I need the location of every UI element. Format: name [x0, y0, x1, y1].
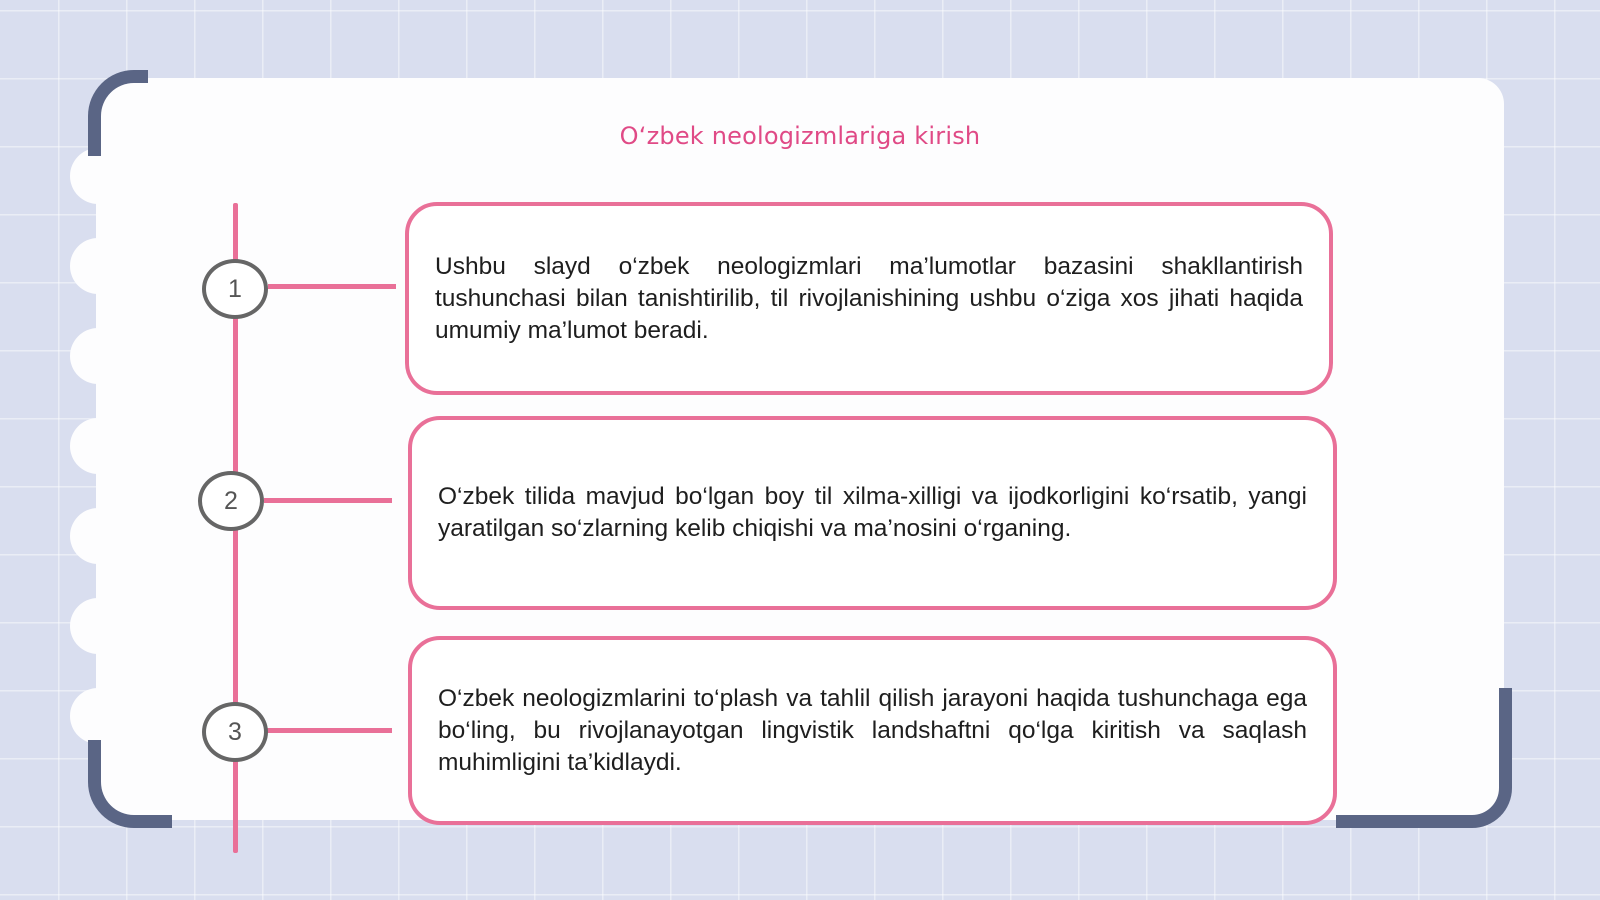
step-text: O‘zbek neologizmlarini to‘plash va tahlil qilish jarayoni haqida tushunchaga ega bo‘ling, bu rivojlanayotgan lingvistik landshaftni qo‘lga kiritish va saqlash muhimligini ta’kidlaydi. [438, 684, 1307, 776]
timeline-connector [268, 284, 396, 289]
scallop-decoration [70, 598, 126, 654]
step-box [408, 416, 1337, 610]
slide-title: O‘zbek neologizmlariga kirish [619, 122, 981, 150]
step-number-circle: 3 [202, 702, 268, 762]
step-box [408, 636, 1337, 825]
scallop-decoration [70, 328, 126, 384]
scallop-decoration [70, 418, 126, 474]
step-box [405, 202, 1333, 395]
timeline-connector [264, 498, 392, 503]
corner-bracket-bottom-left [88, 740, 172, 828]
step-text: Ushbu slayd o‘zbek neologizmlari ma’lumotlar bazasini shakllantirish tushunchasi bilan tanishtirilib, til rivojlanishining ushbu o‘ziga xos jihati haqida umumiy ma’lumot beradi. [435, 252, 1303, 344]
scallop-decoration [70, 508, 126, 564]
step-number-circle: 1 [202, 259, 268, 319]
scallop-decoration [70, 688, 126, 744]
corner-bracket-bottom-right [1336, 688, 1512, 828]
timeline-connector [266, 728, 392, 733]
step-number-circle: 2 [198, 471, 264, 531]
scallop-decoration [70, 238, 126, 294]
scallop-decoration [70, 148, 126, 204]
step-text: O‘zbek tilida mavjud bo‘lgan boy til xilma-xilligi va ijodkorligini ko‘rsatib, yangi yaratilgan so‘zlarning kelib chiqishi va ma’nosini o‘rganing. [438, 483, 1307, 542]
